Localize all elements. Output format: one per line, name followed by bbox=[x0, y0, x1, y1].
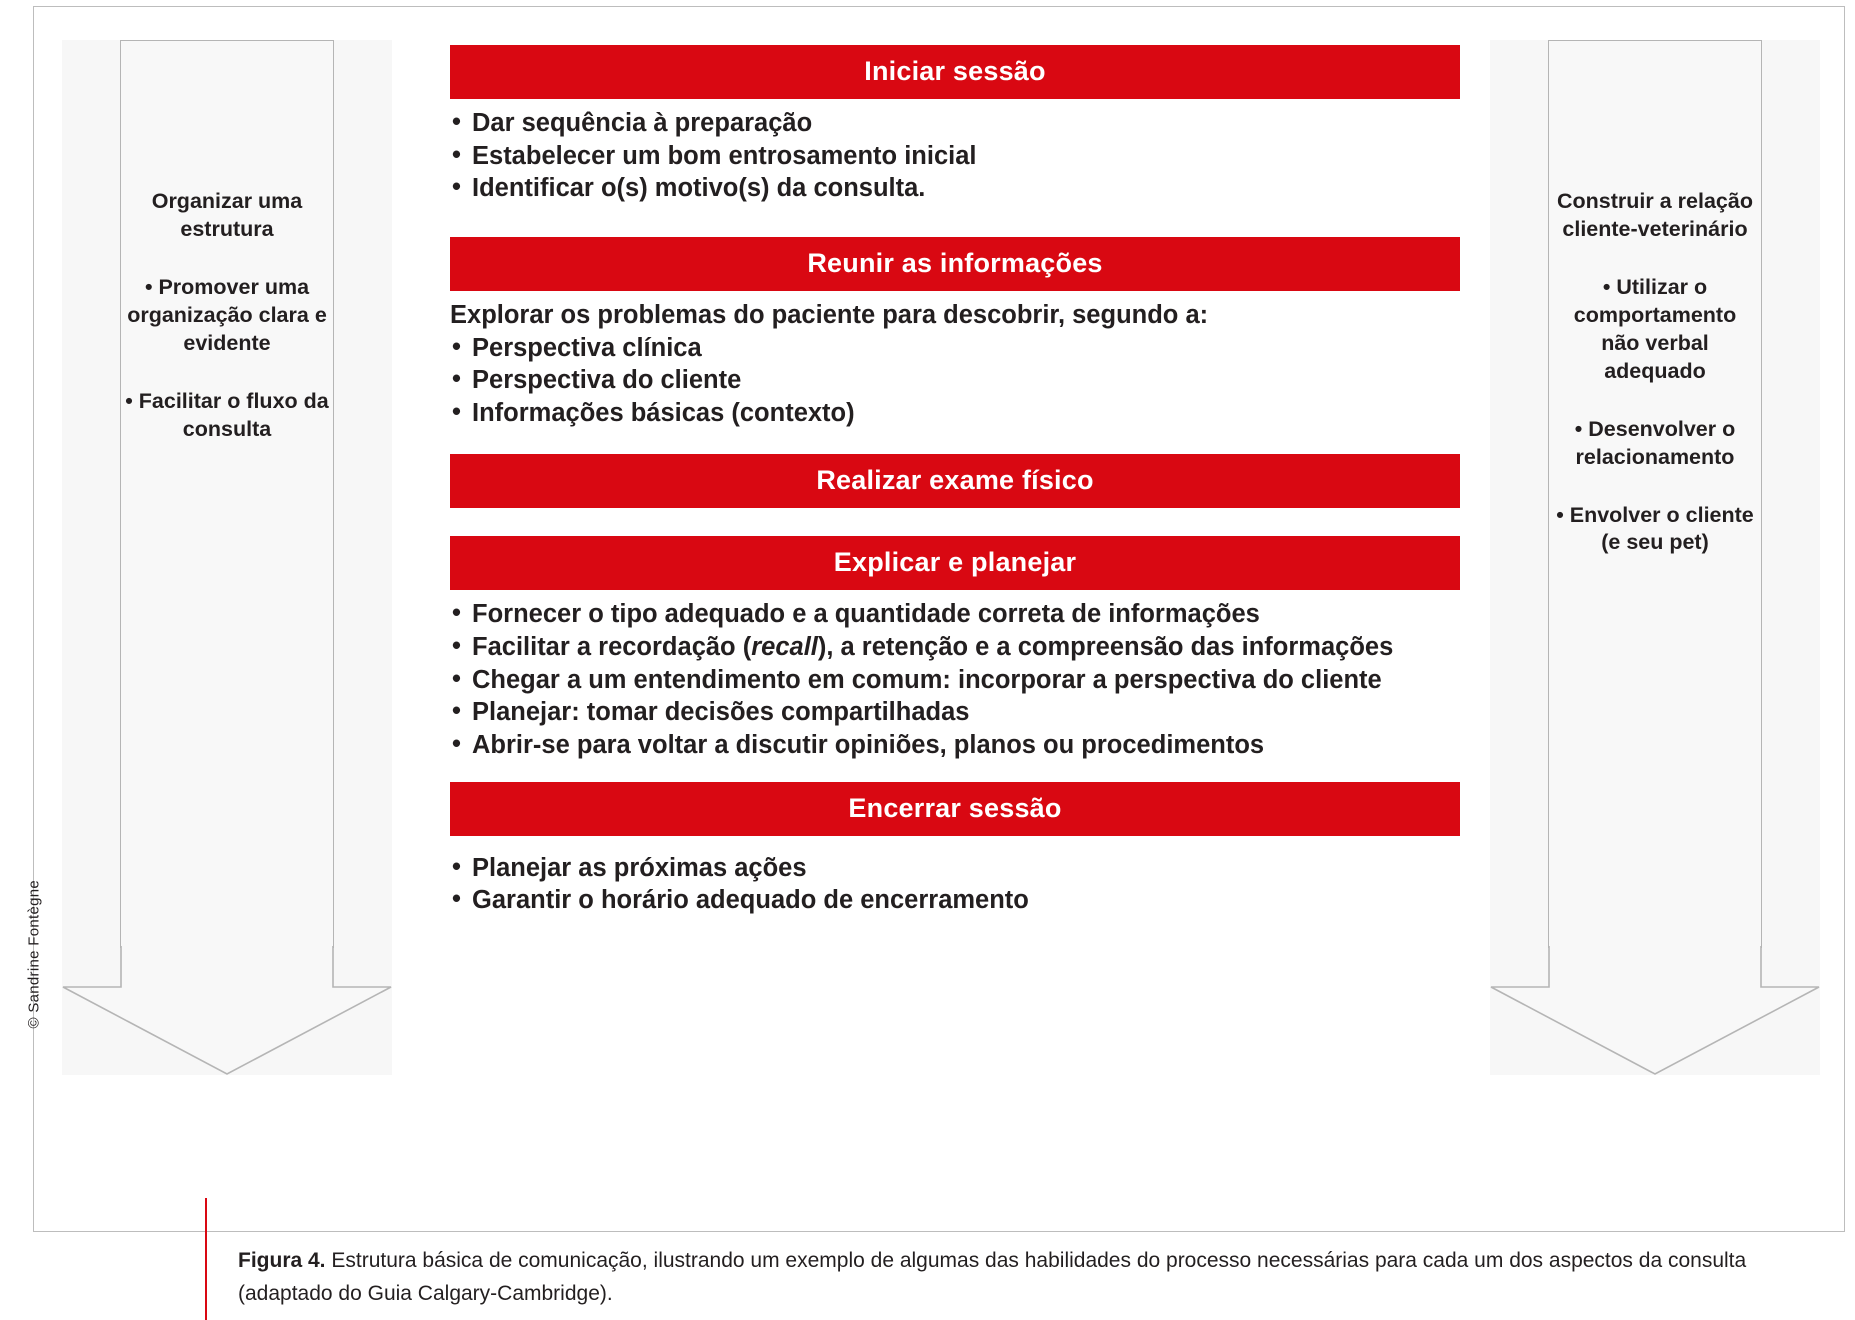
stage-bullet: • Abrir-se para voltar a discutir opiniões, planos ou procedimentos bbox=[450, 729, 1460, 762]
bullet-text-before: Facilitar a recordação ( bbox=[472, 633, 752, 661]
right-arrow-title: Construir a relação cliente-veterinário bbox=[1557, 189, 1753, 241]
left-arrow-shaft bbox=[120, 40, 334, 948]
stage-bullet: • Estabelecer um bom entrosamento inicial bbox=[450, 140, 1460, 173]
stage-reunir-as-informacoes bbox=[450, 237, 1460, 430]
stage-header: Realizar exame físico bbox=[450, 454, 1460, 508]
stage-bullet: • Perspectiva do cliente bbox=[450, 364, 1460, 397]
stage-body bbox=[450, 836, 1460, 917]
left-arrowhead-icon bbox=[62, 943, 392, 1075]
caption-accent-rule bbox=[205, 1198, 207, 1320]
stage-bullet: • Identificar o(s) motivo(s) da consulta. bbox=[450, 172, 1460, 205]
stage-bullet: • Informações básicas (contexto) bbox=[450, 397, 1460, 430]
stage-body bbox=[450, 291, 1460, 430]
copyright-credit: © Sandrine Fontègne bbox=[25, 879, 43, 1029]
stage-header: Reunir as informações bbox=[450, 237, 1460, 291]
right-arrow-bullet: • Envolver o cliente (e seu pet) bbox=[1556, 502, 1754, 555]
caption-text: Estrutura básica de comunicação, ilustrando um exemplo de algumas das habilidades do processo necessárias para cada um dos aspectos da consulta (adaptado do Guia Calgary-Cambridge). bbox=[238, 1249, 1747, 1305]
stage-header: Encerrar sessão bbox=[450, 782, 1460, 836]
bullet-text-after: ), a retenção e a compreensão das informações bbox=[817, 633, 1394, 661]
stage-bullet: • Planejar as próximas ações bbox=[450, 852, 1460, 885]
stage-header: Iniciar sessão bbox=[450, 45, 1460, 99]
stage-bullet-list bbox=[450, 332, 1460, 430]
left-arrow-bullet: • Facilitar o fluxo da consulta bbox=[125, 388, 329, 441]
left-arrow-title: Organizar uma estrutura bbox=[151, 189, 303, 241]
stage-encerrar-sessao bbox=[450, 782, 1460, 917]
right-arrow-bullet: • Desenvolver o relacionamento bbox=[1574, 416, 1736, 469]
stage-bullet: • Dar sequência à preparação bbox=[450, 107, 1460, 140]
left-arrow-bullet-list bbox=[124, 274, 330, 444]
stage-bullet: • Fornecer o tipo adequado e a quantidade correta de informações bbox=[450, 598, 1460, 631]
right-arrowhead-icon bbox=[1490, 943, 1820, 1075]
stage-explicar-e-planejar bbox=[450, 536, 1460, 761]
right-arrow-bullet: • Utilizar o comportamento não verbal adequado bbox=[1573, 274, 1737, 383]
figure-caption bbox=[238, 1245, 1758, 1310]
right-down-arrow bbox=[1490, 40, 1820, 1075]
left-arrow-text-block bbox=[124, 188, 330, 444]
left-arrow-bullet: • Promover uma organização clara e evidente bbox=[127, 274, 327, 355]
stage-bullet-list bbox=[450, 598, 1460, 761]
stage-bullet: • Chegar a um entendimento em comum: incorporar a perspectiva do cliente bbox=[450, 664, 1460, 697]
stage-bullet: • Planejar: tomar decisões compartilhadas bbox=[450, 696, 1460, 729]
stage-bullet-list bbox=[450, 107, 1460, 205]
consultation-stages-column bbox=[450, 45, 1460, 917]
caption-label: Figura 4. bbox=[238, 1249, 326, 1272]
stage-body bbox=[450, 99, 1460, 205]
right-arrow-bullet-list bbox=[1552, 274, 1758, 558]
right-arrow-text-block bbox=[1552, 188, 1758, 557]
stage-lead-text: Explorar os problemas do paciente para descobrir, segundo a: bbox=[450, 300, 1209, 329]
stage-iniciar-sessao bbox=[450, 45, 1460, 205]
stage-bullet: • Garantir o horário adequado de encerramento bbox=[450, 884, 1460, 917]
stage-bullet-with-italic bbox=[450, 631, 1460, 664]
stage-bullet: • Perspectiva clínica bbox=[450, 332, 1460, 365]
stage-realizar-exame-fisico bbox=[450, 454, 1460, 508]
italic-term-recall: recall bbox=[751, 633, 818, 661]
left-down-arrow bbox=[62, 40, 392, 1075]
stage-body bbox=[450, 590, 1460, 761]
stage-header: Explicar e planejar bbox=[450, 536, 1460, 590]
stage-bullet-list bbox=[450, 852, 1460, 917]
